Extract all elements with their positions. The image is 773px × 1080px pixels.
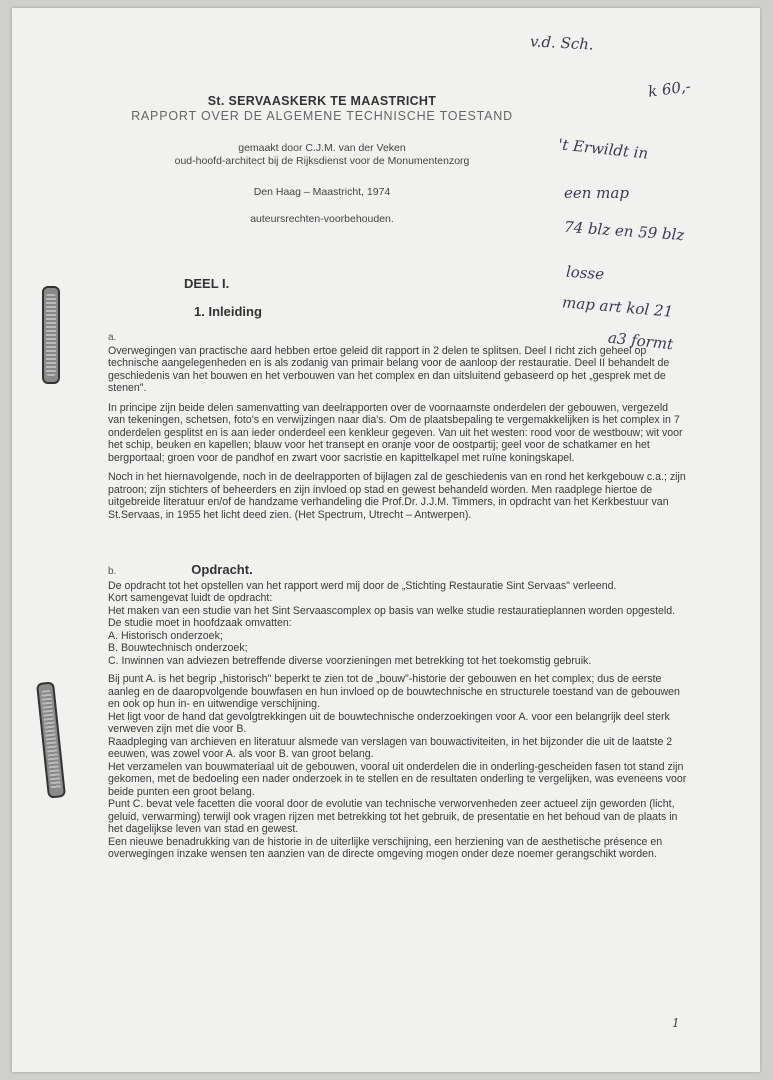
place-date: Den Haag – Maastricht, 1974 bbox=[253, 186, 391, 198]
handwritten-note: een map bbox=[564, 184, 629, 202]
text-line: Het maken van een studie van het Sint Servaascomplex op basis van welke studie restauratieplannen worden opgesteld. bbox=[108, 604, 676, 617]
list-item: C. Inwinnen van adviezen betreffende diverse voorzieningen met betrekking tot het toekomstig gebruik. bbox=[108, 654, 592, 667]
binding-ring-bottom bbox=[36, 681, 66, 798]
author-line: gemaakt door C.J.M. van der Veken bbox=[238, 142, 406, 154]
handwritten-price: k 60,- bbox=[646, 77, 692, 101]
intro-label: a. bbox=[108, 332, 117, 343]
handwritten-note: v.d. Sch. bbox=[529, 32, 595, 54]
part-heading: DEEL I. bbox=[184, 276, 230, 291]
list-item: B. Bouwtechnisch onderzoek; bbox=[108, 642, 248, 654]
assignment-heading: Opdracht. bbox=[191, 562, 253, 577]
copyright-notice: auteursrechten-voorbehouden. bbox=[250, 213, 394, 225]
paragraph: Punt C. bevat vele facetten die vooral door de evolutie van technische verworvenheden zeer actueel zijn geworden (licht, geluid, verwarming) terwijl ook vragen rijzen met betrekking tot het gebruik, de presentatie en het behoud van de plaats in het dagelijkse leven van stad en gewest. bbox=[108, 798, 678, 835]
handwritten-note: map art kol 21 bbox=[561, 293, 674, 321]
handwritten-note: 74 blz en 59 blz bbox=[563, 217, 685, 245]
paragraph: Noch in het hiernavolgende, noch in de deelrapporten of bijlagen zal de geschiedenis van en rond het kerkgebouw c.a.; zijn patroon; zijn stichters of beheerders en zijn invloed op stad en gewest behandeld worden. Men raadplege hiertoe de uitgebreide literatuur en/of de handzame verhandeling die Prof.Dr. J.J.M. Timmers, in opdracht van het Kerkbestuur van St.Servaas, in 1955 het licht deed zien. (Het Spectrum, Utrecht – Antwerpen). bbox=[108, 471, 686, 521]
paragraph: Het verzamelen van bouwmateriaal uit de gebouwen, vooral uit onderdelen die in onderling-gescheiden fasen tot stand zijn gekomen, met de bedoeling een nader onderzoek in te stellen en de resultaten onderling te vergelijken, was eveneens voor beide punten een groot belang. bbox=[108, 760, 687, 798]
author-role: oud-hoofd-architect bij de Rijksdienst voor de Monumentenzorg bbox=[174, 155, 470, 167]
paragraph: Raadpleging van archieven en literatuur alsmede van verslagen van bouwactiviteiten, in het bijzonder die uit de laatste 2 eeuwen, was zowel voor A. als voor B. van groot belang. bbox=[108, 735, 673, 760]
handwritten-note: losse bbox=[565, 262, 605, 284]
assignment-label: b. bbox=[108, 566, 117, 577]
paragraph: Bij punt A. is het begrip „historisch" beperkt te zien tot de „bouw"-historie der gebouwen en het complex; dus de eerste aanleg en de daaropvolgende bouwfasen en hun invloed op de bouwtechnische en structurele toestand van de gebouwen en ook op hun in- en uitwendige verschijning. bbox=[108, 673, 680, 710]
handwritten-note: a3 formt bbox=[607, 328, 675, 354]
text-line: Kort samengevat luidt de opdracht: bbox=[108, 592, 273, 604]
assignment-section bbox=[108, 564, 688, 861]
handwritten-note: 't Erwildt in bbox=[557, 135, 650, 163]
text-line: De opdracht tot het opstellen van het rapport werd mij door de „Stichting Restauratie Sint Servaas" verleend. bbox=[108, 579, 617, 592]
document-page bbox=[12, 8, 760, 1072]
paragraph: Overwegingen van practische aard hebben ertoe geleid dit rapport in 2 delen te splitsen. Deel I richt zich geheel op technische aangelegenheden en is als zodanig van primair belang voor de aanloop der restauratie. Deel II behandelt de geschiedenis van het bouwen en het verbouwen van het complex en dan uitsluitend gebaseerd op het „gesprek met de stenen". bbox=[108, 344, 670, 394]
paragraph: In principe zijn beide delen samenvatting van deelrapporten over de voornaamste onderdelen der gebouwen, vergezeld van tekeningen, schetsen, foto's en verwijzingen naar dia's. Om de plaatsbepaling te vergemakkelijken is het complex in 7 onderdelen gesplitst en is aan ieder onderdeel een kenkleur gegeven. Van uit het westen: rood voor de westbouw; wit voor het schip, beuken en kapellen; blauw voor het transept en oranje voor de oostpartij; geel voor de schatkamer en het bergportaal; groen voor de pandhof en zwart voor sacristie en kapittelkapel met ruïne koningskapel. bbox=[108, 401, 683, 464]
page-number: 1 bbox=[672, 1016, 680, 1030]
binding-ring-top bbox=[42, 286, 60, 384]
section-heading: 1. Inleiding bbox=[194, 304, 262, 319]
paragraph: Het ligt voor de hand dat gevolgtrekkingen uit de bouwtechnische onderzoekingen voor A. voor een belangrijk deel sterk verweven zijn met die voor B. bbox=[108, 710, 670, 735]
document-title: St. SERVAASKERK TE MAASTRICHT bbox=[207, 94, 437, 108]
list-item: A. Historisch onderzoek; bbox=[108, 629, 223, 642]
intro-section bbox=[108, 332, 688, 528]
document-subtitle: RAPPORT OVER DE ALGEMENE TECHNISCHE TOESTAND bbox=[131, 109, 513, 123]
text-line: De studie moet in hoofdzaak omvatten: bbox=[108, 617, 292, 629]
paragraph: Een nieuwe benadrukking van de historie in de uiterlijke verschijning, een herziening van de aesthetische présence en overwegingen inzake wensen ten aanzien van de directe omgeving mogen onder deze noemer gerangschikt worden. bbox=[108, 835, 663, 860]
